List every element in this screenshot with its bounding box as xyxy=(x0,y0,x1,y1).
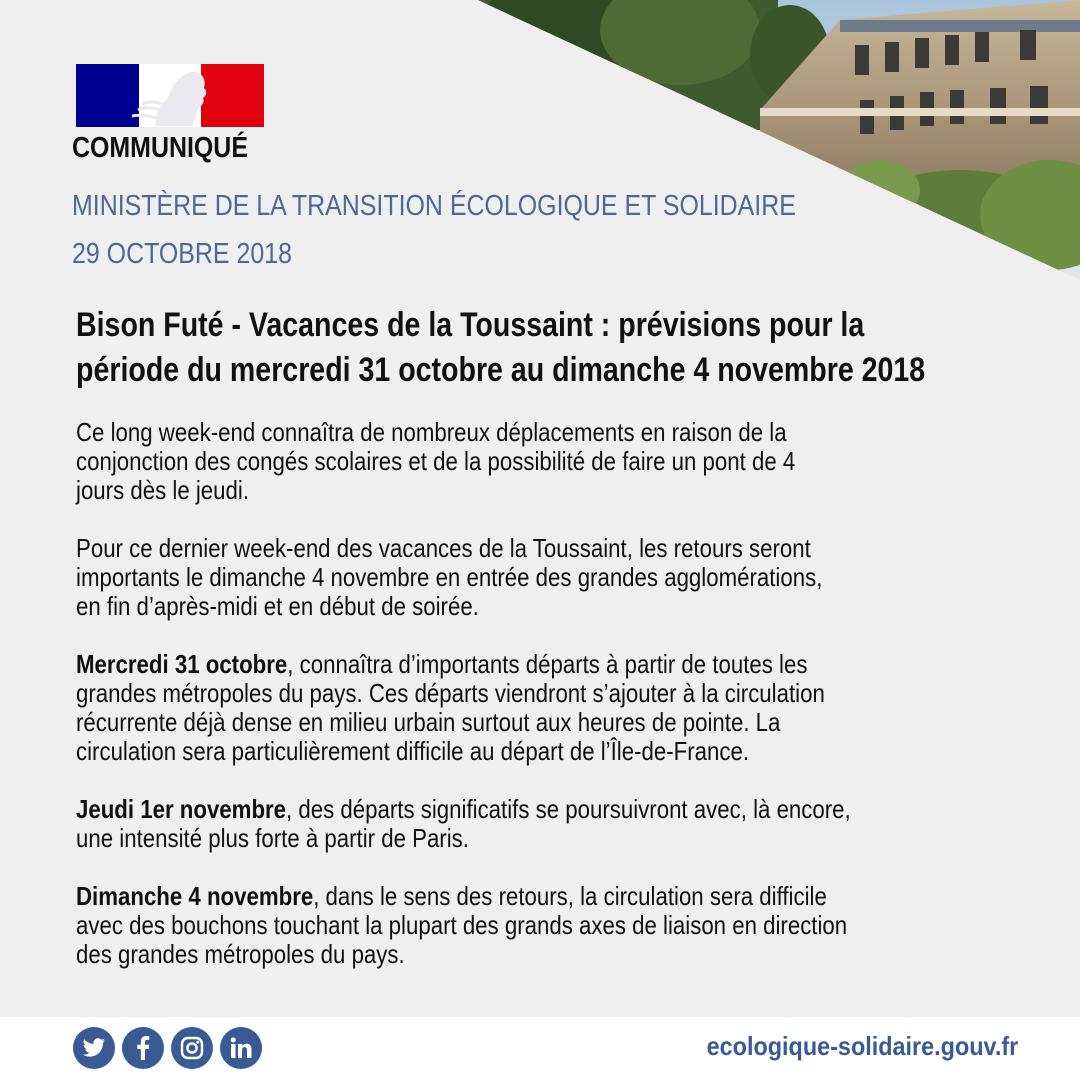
day-heading: Dimanche 4 novembre xyxy=(76,881,314,911)
text-line: , connaîtra d’importants départs à partir de toutes les xyxy=(287,649,808,679)
facebook-icon[interactable] xyxy=(122,1027,164,1069)
day-heading: Mercredi 31 octobre xyxy=(76,649,288,679)
text-line: une intensité plus forte à partir de Paris. xyxy=(76,823,469,853)
body-text xyxy=(76,418,1034,998)
text-line: en fin d’après-midi et en début de soirée. xyxy=(76,591,479,621)
twitter-icon[interactable] xyxy=(73,1027,115,1069)
text-line: circulation sera particulièrement difficile au départ de l’Île-de-France. xyxy=(76,736,749,766)
text-line: Ce long week-end connaîtra de nombreux déplacements en raison de la xyxy=(76,417,787,447)
paragraph-wednesday xyxy=(76,650,1034,766)
text-line: importants le dimanche 4 novembre en entrée des grandes agglomérations, xyxy=(76,562,823,592)
text-line: , dans le sens des retours, la circulation sera difficile xyxy=(313,881,827,911)
text-line: Pour ce dernier week-end des vacances de la Toussaint, les retours seront xyxy=(76,533,811,563)
text-line: grandes métropoles du pays. Ces départs viendront s’ajouter à la circulation xyxy=(76,678,825,708)
paragraph-thursday xyxy=(76,795,1034,853)
ministry-name: MINISTÈRE DE LA TRANSITION ÉCOLOGIQUE ET SOLIDAIRE xyxy=(72,190,796,222)
text-line: avec des bouchons touchant la plupart des grands axes de liaison en direction xyxy=(76,910,848,940)
text-line: récurrente déjà dense en milieu urbain surtout aux heures de pointe. La xyxy=(76,707,781,737)
text-line: jours dès le jeudi. xyxy=(76,475,250,505)
paragraph-returns xyxy=(76,534,1034,621)
marianne-logo xyxy=(76,64,264,127)
day-heading: Jeudi 1er novembre xyxy=(76,794,287,824)
footer xyxy=(0,1017,1080,1080)
headline xyxy=(76,303,1008,393)
headline-line: période du mercredi 31 octobre au dimanche 4 novembre 2018 xyxy=(76,351,926,389)
headline-line: Bison Futé - Vacances de la Toussaint : prévisions pour la xyxy=(76,306,865,344)
text-line: , des départs significatifs se poursuivront avec, là encore, xyxy=(286,794,851,824)
communique-label: COMMUNIQUÉ xyxy=(72,132,248,164)
paragraph-sunday xyxy=(76,882,1034,969)
website-link[interactable]: ecologique-solidaire.gouv.fr xyxy=(706,1031,1018,1061)
linkedin-icon[interactable] xyxy=(220,1027,262,1069)
text-line: des grandes métropoles du pays. xyxy=(76,939,405,969)
publication-date: 29 OCTOBRE 2018 xyxy=(72,238,292,270)
instagram-icon[interactable] xyxy=(171,1027,213,1069)
paragraph-intro xyxy=(76,418,1034,505)
text-line: conjonction des congés scolaires et de la possibilité de faire un pont de 4 xyxy=(76,446,796,476)
